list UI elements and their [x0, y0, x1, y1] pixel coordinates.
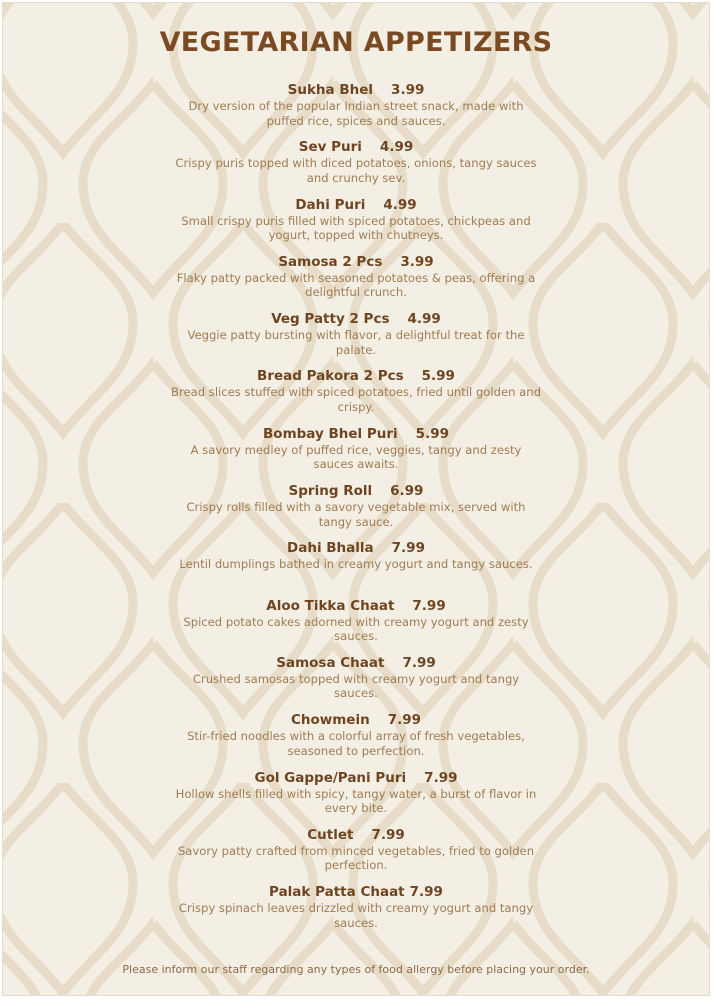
item-name: Chowmein	[290, 712, 370, 729]
menu-list	[3, 81, 709, 940]
item-price: 4.99	[383, 196, 417, 213]
item-name: Bread Pakora 2 Pcs	[257, 368, 404, 385]
item-price: 3.99	[400, 253, 434, 270]
menu-item	[3, 711, 709, 768]
item-description: Crispy puris topped with diced potatoes, onions, tangy sauces and crunchy sev.	[175, 156, 537, 185]
page-title: VEGETARIAN APPETIZERS	[159, 27, 553, 58]
item-name: Sev Puri	[298, 139, 362, 156]
menu-item	[3, 482, 709, 539]
item-name: Dahi Bhalla	[287, 540, 374, 557]
menu-item	[3, 769, 709, 826]
item-price: 7.99	[409, 884, 443, 901]
menu-item	[3, 539, 709, 596]
item-name: Samosa Chaat	[276, 654, 385, 671]
item-description: Spiced potato cakes adorned with creamy yogurt and zesty sauces.	[183, 614, 529, 644]
item-price: 7.99	[424, 769, 458, 786]
item-name: Gol Gappe/Pani Puri	[254, 769, 407, 786]
item-name: Dahi Puri	[295, 196, 366, 213]
item-name: Cutlet	[307, 826, 354, 843]
item-description: Bread slices stuffed with spiced potatoes, fried until golden and crispy.	[171, 385, 541, 414]
item-price: 4.99	[407, 311, 441, 328]
item-price: 6.99	[390, 483, 424, 500]
item-description: Lentil dumplings bathed in creamy yogurt and tangy sauces.	[179, 557, 533, 572]
item-description: Crispy spinach leaves drizzled with creamy yogurt and tangy sauces.	[178, 901, 534, 930]
item-price: 7.99	[412, 597, 446, 614]
menu-item	[3, 310, 709, 367]
item-price: 7.99	[387, 712, 422, 729]
item-price: 4.99	[379, 139, 414, 156]
menu-item	[3, 826, 709, 883]
menu-page	[2, 2, 710, 996]
menu-item	[3, 883, 709, 940]
item-price: 7.99	[391, 540, 425, 557]
allergy-notice: Please inform our staff regarding any types of food allergy before placing your order.	[122, 963, 590, 976]
item-description: Flaky patty packed with seasoned potatoes & peas, offering a delightful crunch.	[176, 270, 536, 300]
menu-item	[3, 425, 709, 482]
item-price: 5.99	[415, 425, 449, 442]
item-name: Veg Patty 2 Pcs	[271, 311, 390, 328]
item-name: Palak Patta Chaat	[269, 884, 405, 901]
item-name: Sukha Bhel	[287, 82, 374, 98]
item-price: 7.99	[402, 654, 436, 671]
menu-item	[3, 81, 709, 138]
item-description: Hollow shells filled with spicy, tangy water, a burst of flavor in every bite.	[175, 786, 537, 816]
item-name: Spring Roll	[288, 483, 373, 500]
menu-item	[3, 253, 709, 310]
item-description: Crushed samosas topped with creamy yogurt and tangy sauces.	[192, 671, 520, 701]
item-description: Veggie patty bursting with flavor, a delightful treat for the palate.	[187, 328, 525, 357]
item-price: 7.99	[371, 826, 405, 843]
item-description: Crispy rolls filled with a savory vegetable mix, served with tangy sauce.	[186, 500, 526, 529]
item-description: A savory medley of puffed rice, veggies, tangy and zesty sauces awaits.	[190, 442, 522, 472]
menu-item	[3, 654, 709, 711]
menu-item	[3, 597, 709, 654]
item-price: 3.99	[391, 82, 425, 98]
item-description: Savory patty crafted from minced vegetables, fried to golden perfection.	[177, 843, 535, 873]
menu-item	[3, 196, 709, 253]
menu-item	[3, 367, 709, 424]
item-name: Aloo Tikka Chaat	[266, 597, 395, 614]
item-description: Stir-fried noodles with a colorful array of fresh vegetables, seasoned to perfection.	[187, 729, 525, 758]
item-description: Dry version of the popular Indian street snack, made with puffed rice, spices and sauces.	[188, 99, 524, 128]
item-price: 5.99	[421, 368, 455, 385]
item-name: Bombay Bhel Puri	[263, 425, 398, 442]
item-description: Small crispy puris filled with spiced potatoes, chickpeas and yogurt, topped with chutneys.	[181, 213, 531, 243]
item-name: Samosa 2 Pcs	[278, 253, 383, 270]
menu-item	[3, 138, 709, 195]
